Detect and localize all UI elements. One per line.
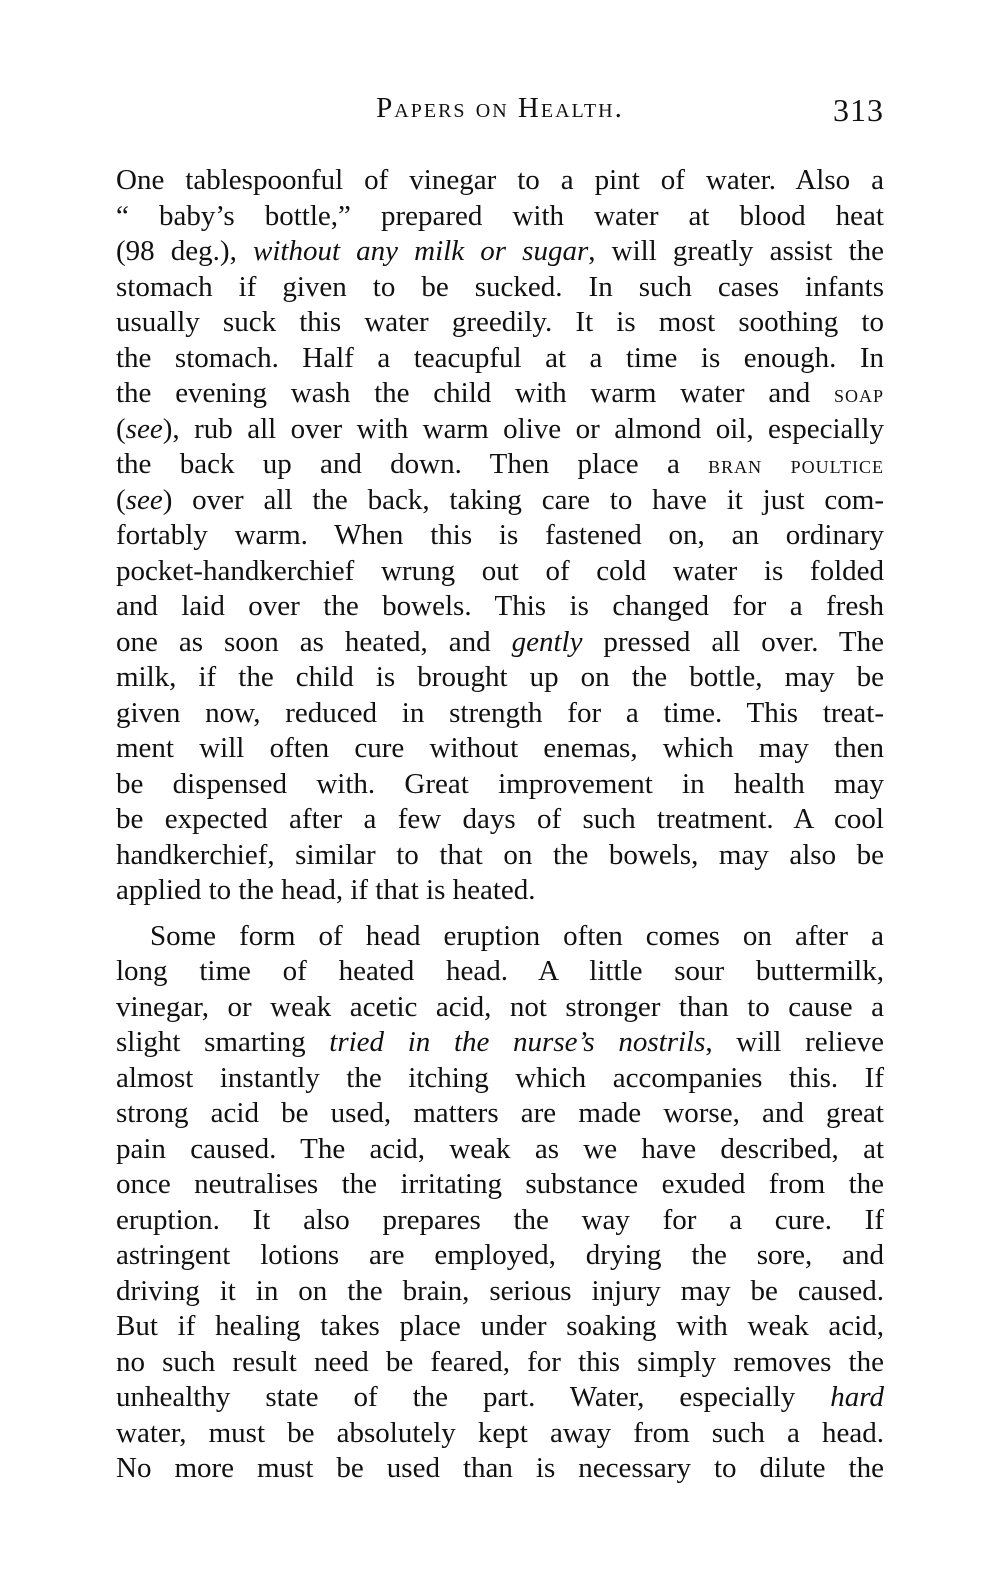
text-line: eruption. It also prepares the way for a cure. If bbox=[116, 1203, 884, 1236]
text-line: (see), rub all over with warm olive or almond oil, especially bbox=[116, 412, 884, 445]
text-line: usually suck this water greedily. It is most soothing to bbox=[116, 306, 884, 338]
text-line: strong acid be used, matters are made worse, and great bbox=[116, 1097, 884, 1129]
text-line: almost instantly the itching which accompanies this. If bbox=[116, 1061, 884, 1094]
body-text bbox=[116, 163, 884, 1487]
text-line: and laid over the bowels. This is changed for a fresh bbox=[116, 590, 884, 622]
italic-text: hard bbox=[830, 1381, 884, 1413]
text-line: unhealthy state of the part. Water, especially hard bbox=[116, 1381, 884, 1413]
text-line: the back up and down. Then place a bran poultice bbox=[116, 448, 884, 480]
text-line: applied to the head, if that is heated. bbox=[116, 874, 536, 906]
paragraph-gap bbox=[116, 909, 884, 919]
text-line: slight smarting tried in the nurse’s nostrils, will relieve bbox=[116, 1026, 884, 1058]
text-line: handkerchief, similar to that on the bowels, may also be bbox=[116, 838, 884, 871]
text-line: driving it in on the brain, serious injury may be caused. bbox=[116, 1274, 884, 1307]
text-line: long time of heated head. A little sour buttermilk, bbox=[116, 955, 884, 987]
text-line: ment will often cure without enemas, which may then bbox=[116, 732, 884, 764]
text-line: water, must be absolutely kept away from such a head. bbox=[116, 1416, 884, 1449]
page-number: 313 bbox=[833, 92, 884, 128]
paragraph-1 bbox=[116, 163, 884, 909]
italic-text: gently bbox=[511, 625, 583, 658]
text-line: Some form of head eruption often comes on after a bbox=[150, 919, 884, 952]
text-line: milk, if the child is brought up on the bottle, may be bbox=[116, 661, 884, 693]
text-line: be expected after a few days of such treatment. A cool bbox=[116, 803, 884, 835]
text-line: the stomach. Half a teacupful at a time is enough. In bbox=[116, 341, 884, 374]
text-line: But if healing takes place under soaking with weak acid, bbox=[116, 1310, 884, 1342]
italic-text: without any milk or sugar bbox=[252, 235, 589, 267]
text-line: be dispensed with. Great improvement in health may bbox=[116, 767, 884, 800]
italic-text: tried in the nurse’s nostrils bbox=[329, 1026, 706, 1058]
text-line: No more must be used than is necessary to dilute the bbox=[116, 1452, 884, 1484]
text-line: pain caused. The acid, weak as we have described, at bbox=[116, 1132, 884, 1165]
text-line: given now, reduced in strength for a time. This treat- bbox=[116, 696, 884, 729]
text-line: vinegar, or weak acetic acid, not stronger than to cause a bbox=[116, 990, 884, 1023]
text-line: stomach if given to be sucked. In such cases infants bbox=[116, 270, 884, 303]
small-caps-text: soap bbox=[833, 379, 884, 408]
italic-text: see bbox=[125, 483, 163, 516]
italic-text: see bbox=[125, 412, 163, 445]
small-caps-text: bran poultice bbox=[708, 450, 884, 479]
text-line: fortably warm. When this is fastened on, an ordinary bbox=[116, 519, 884, 551]
text-line: (98 deg.), without any milk or sugar, will greatly assist the bbox=[116, 235, 884, 267]
text-line: astringent lotions are employed, drying the sore, and bbox=[116, 1239, 884, 1271]
running-head: Papers on Health. bbox=[376, 92, 624, 124]
text-line: One tablespoonful of vinegar to a pint of water. Also a bbox=[116, 164, 884, 196]
text-line: one as soon as heated, and gently pressed all over. The bbox=[116, 625, 885, 658]
text-line: the evening wash the child with warm water and soap bbox=[116, 377, 884, 409]
paragraph-2 bbox=[116, 919, 884, 1487]
text-line: “ baby’s bottle,” prepared with water at blood heat bbox=[116, 199, 884, 232]
text-line: once neutralises the irritating substance exuded from the bbox=[116, 1168, 884, 1200]
text-line: (see) over all the back, taking care to have it just com- bbox=[116, 483, 884, 516]
text-line: no such result need be feared, for this simply removes the bbox=[116, 1345, 884, 1378]
page-header bbox=[116, 92, 884, 142]
text-line: pocket-handkerchief wrung out of cold water is folded bbox=[116, 554, 884, 587]
